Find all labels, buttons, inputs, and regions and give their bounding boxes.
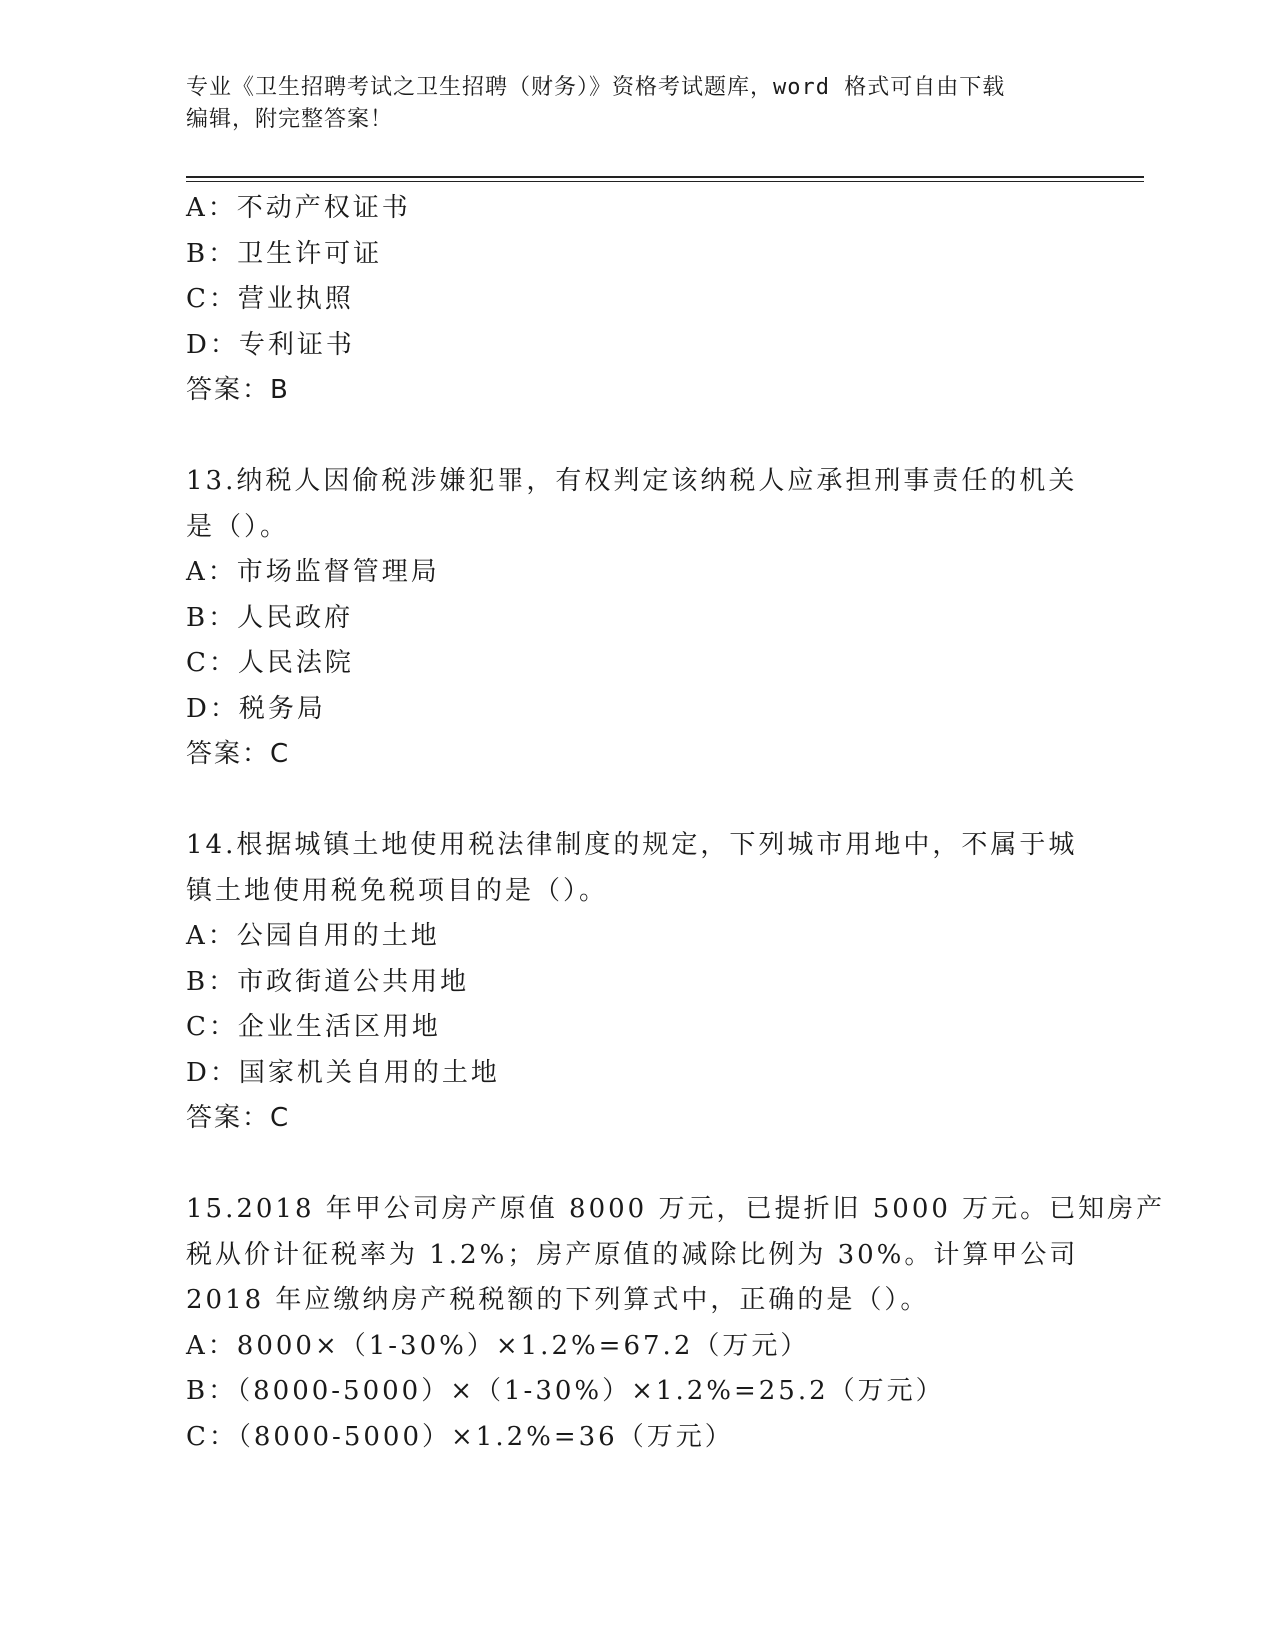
- option-d: D：专利证书: [186, 329, 355, 360]
- header-divider-thin: [186, 181, 1144, 182]
- question-list: [186, 186, 1166, 1460]
- spacer: [186, 414, 1086, 460]
- question-14: [186, 823, 1086, 1142]
- question-stem-line-3: 2018 年应缴纳房产税税额的下列算式中，正确的是（）。: [186, 1285, 930, 1315]
- question-stem-line-1: 13.纳税人因偷税涉嫌犯罪，有权判定该纳税人应承担刑事责任的机关: [186, 466, 1078, 496]
- option-b: B：卫生许可证: [186, 238, 383, 269]
- option-a: A：市场监督管理局: [186, 557, 440, 587]
- option-a: A：公园自用的土地: [186, 921, 440, 951]
- header-divider-thick: [186, 176, 1144, 178]
- answer-line: 答案：C: [186, 739, 291, 769]
- question-15: [186, 1187, 1166, 1460]
- option-c: C：营业执照: [186, 284, 354, 314]
- question-12: [186, 186, 1086, 414]
- question-stem-line-2: 镇土地使用税免税项目的是（）。: [186, 875, 609, 906]
- option-c: C：企业生活区用地: [186, 1012, 441, 1042]
- option-b: B：市政街道公共用地: [186, 966, 470, 997]
- question-stem-line-1: 15.2018 年甲公司房产原值 8000 万元，已提折旧 5000 万元。已知房产: [186, 1194, 1166, 1224]
- question-13: [186, 459, 1086, 778]
- option-c: C：人民法院: [186, 648, 354, 678]
- spacer: [186, 778, 1086, 824]
- option-c: C：（8000-5000）×1.2%=36（万元）: [186, 1421, 734, 1452]
- header-line-2: 编辑，附完整答案！: [186, 107, 394, 132]
- option-a: A：不动产权证书: [186, 193, 411, 223]
- option-b: B：人民政府: [186, 602, 354, 633]
- question-stem-line-2: 是（）。: [186, 511, 290, 542]
- question-stem-line-1: 14.根据城镇土地使用税法律制度的规定，下列城市用地中，不属于城: [186, 830, 1078, 860]
- document-header: [186, 72, 1066, 136]
- option-d: D：国家机关自用的土地: [186, 1057, 500, 1088]
- answer-line: 答案：B: [186, 375, 290, 405]
- question-stem-line-2: 税从价计征税率为 1.2%；房产原值的减除比例为 30%。计算甲公司: [186, 1239, 1079, 1270]
- header-line-1: 专业《卫生招聘考试之卫生招聘（财务）》资格考试题库，word 格式可自由下载: [186, 75, 1006, 100]
- spacer: [186, 1142, 1086, 1188]
- option-a: A：8000×（1-30%）×1.2%=67.2（万元）: [186, 1330, 810, 1361]
- option-d: D：税务局: [186, 693, 326, 724]
- answer-line: 答案：C: [186, 1103, 291, 1133]
- option-b: B：（8000-5000）×（1-30%）×1.2%=25.2（万元）: [186, 1376, 945, 1406]
